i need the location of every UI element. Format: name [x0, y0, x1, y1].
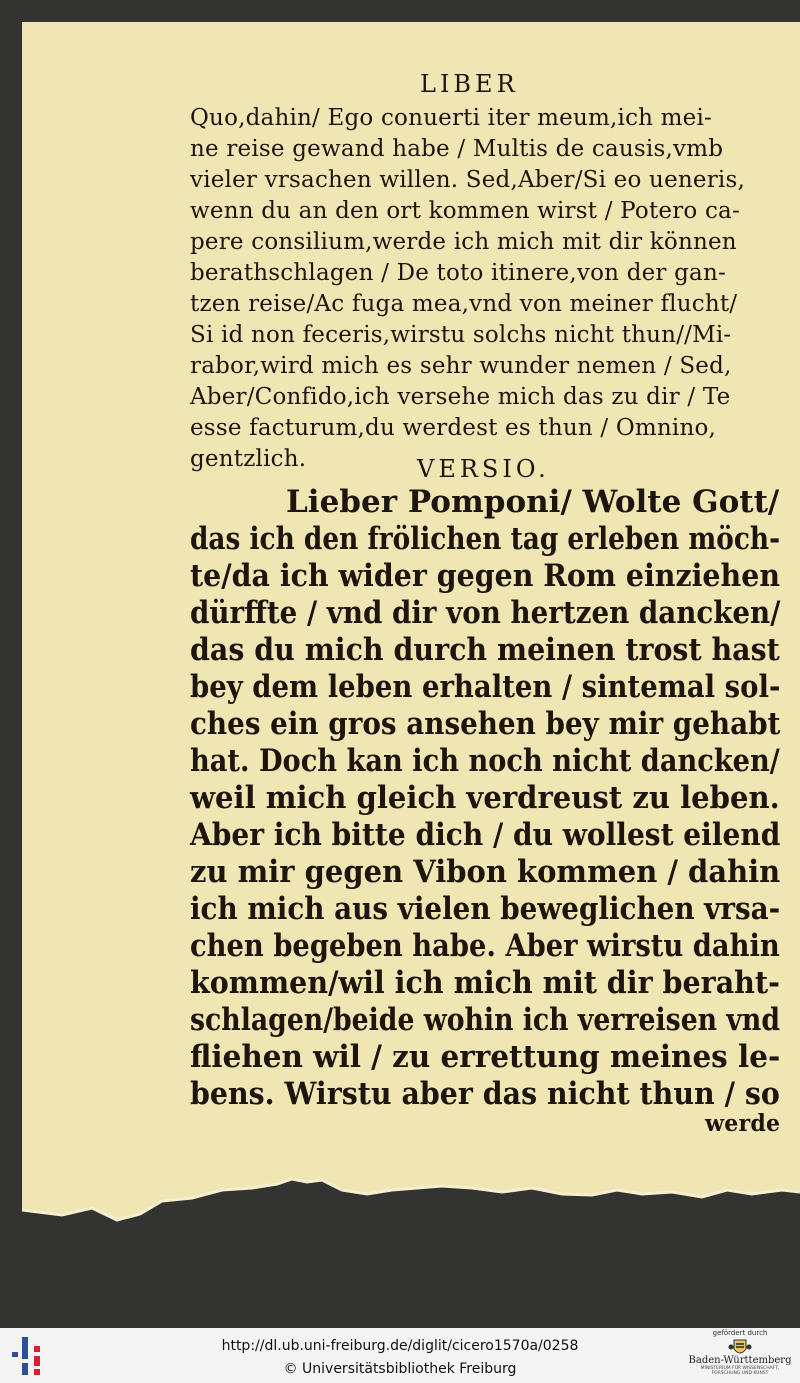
german-line: fliehen wil / zu errettung meines le- — [190, 1039, 781, 1075]
running-head: LIBER — [420, 70, 519, 98]
german-line: zu mir gegen Vibon kommen / dahin — [190, 854, 781, 890]
german-line: dürffte / vnd dir von hertzen dancken/ — [190, 595, 781, 631]
german-line: te/da ich wider gegen Rom einziehen — [190, 558, 780, 594]
sponsor-name: Baden-Württemberg — [688, 1355, 792, 1366]
sponsor-block — [686, 1329, 794, 1383]
german-line: hat. Doch kan ich noch nicht dancken/ — [190, 743, 780, 779]
latin-line: rabor,wird mich es sehr wunder nemen / Sed, — [190, 353, 732, 379]
latin-line: gentzlich. — [190, 446, 307, 472]
latin-line: Quo,dahin/ Ego conuerti iter meum,ich mei- — [190, 105, 713, 131]
german-line: bens. Wirstu aber das nicht thun / so — [190, 1076, 780, 1112]
torn-page-edge — [22, 1170, 800, 1328]
latin-line: esse facturum,du werdest es thun / Omnino, — [190, 415, 717, 441]
german-line: schlagen/beide wohin ich verreisen vnd — [190, 1002, 780, 1038]
german-line: kommen/wil ich mich mit dir beraht- — [190, 965, 780, 1001]
section-heading: VERSIO. — [417, 455, 550, 483]
latin-line: ne reise gewand habe / Multis de causis,vmb — [190, 136, 724, 162]
latin-line: berathschlagen / De toto itinere,von der gan- — [190, 260, 726, 286]
german-line: Lieber Pomponi/ Wolte Gott/ — [286, 484, 780, 520]
german-line: das ich den frölichen tag erleben möch- — [190, 521, 781, 557]
copyright-notice: © Universitätsbibliothek Freiburg — [283, 1361, 517, 1377]
german-line: bey dem leben erhalten / sintemal sol- — [190, 669, 781, 705]
coat-of-arms-icon — [728, 1338, 752, 1358]
sponsor-prefix: gefördert durch — [712, 1329, 768, 1337]
latin-line: vieler vrsachen willen. Sed,Aber/Si eo ueneris, — [190, 167, 745, 193]
latin-line: wenn du an den ort kommen wirst / Potero ca- — [190, 198, 740, 224]
latin-line: Si id non feceris,wirstu solchs nicht thun//Mi- — [190, 322, 732, 348]
latin-line: pere consilium,werde ich mich mit dir können — [190, 229, 737, 255]
latin-line: Aber/Confido,ich versehe mich das zu dir / Te — [190, 384, 731, 410]
german-line: weil mich gleich verdreust zu leben. — [190, 780, 780, 816]
german-line: das du mich durch meinen trost hast — [190, 632, 780, 668]
german-line: chen begeben habe. Aber wirstu dahin — [190, 928, 780, 964]
german-line: ches ein gros ansehen bey mir gehabt — [190, 706, 781, 742]
footer-bar — [0, 1328, 800, 1383]
german-line: Aber ich bitte dich / du wollest eilend — [190, 817, 781, 853]
german-line: ich mich aus vielen beweglichen vrsa- — [190, 891, 781, 927]
catchword: werde — [705, 1110, 781, 1137]
permalink-url[interactable]: http://dl.ub.uni-freiburg.de/diglit/cicero1570a/0258 — [221, 1338, 579, 1354]
latin-line: tzen reise/Ac fuga mea,vnd von meiner flucht/ — [190, 291, 738, 317]
sponsor-ministry: MINISTERIUM FÜR WISSENSCHAFT, FORSCHUNG UND KUNST — [700, 1366, 780, 1376]
